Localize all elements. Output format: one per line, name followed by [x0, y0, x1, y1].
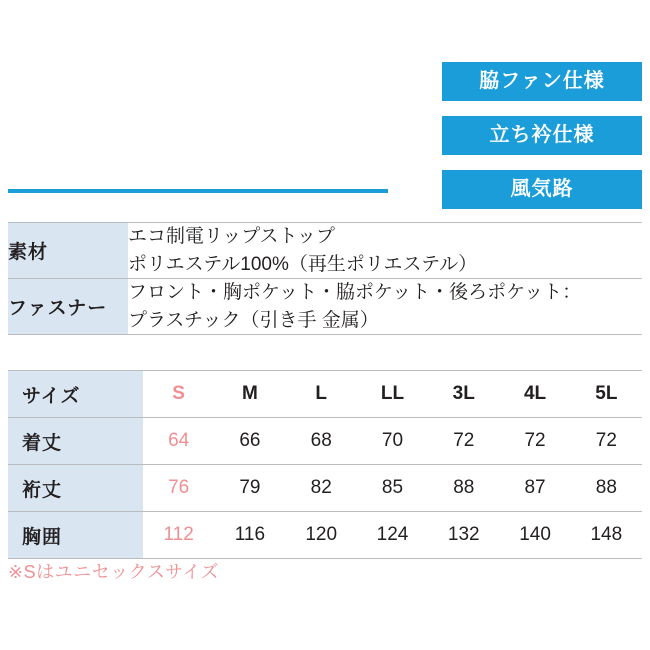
- spec-value-material: [128, 223, 642, 279]
- feature-badge-stand-collar: 立ち衿仕様: [442, 116, 642, 155]
- spec-value-material-line-1: エコ制電リップストップ: [128, 226, 335, 247]
- size-footnote: ※Sはユニセックスサイズ: [8, 562, 220, 582]
- body-length-ll: 70: [357, 418, 428, 465]
- spec-label-material: 素材: [8, 223, 128, 279]
- body-length-m: 66: [214, 418, 285, 465]
- chest-m: 116: [214, 512, 285, 559]
- spec-label-fastener: ファスナー: [8, 279, 128, 335]
- body-length-3l: 72: [428, 418, 499, 465]
- chest-s: 112: [143, 512, 214, 559]
- table-row-material: [8, 223, 642, 279]
- table-row-fastener: [8, 279, 642, 335]
- body-length-s: 64: [143, 418, 214, 465]
- sleeve-length-4l: 87: [499, 465, 570, 512]
- sleeve-length-ll: 85: [357, 465, 428, 512]
- size-column-header-s: S: [143, 371, 214, 418]
- chest-3l: 132: [428, 512, 499, 559]
- chest-l: 120: [286, 512, 357, 559]
- table-row-sleeve-length: [8, 465, 642, 512]
- feature-badge-side-fan: 脇ファン仕様: [442, 62, 642, 101]
- blue-divider-rule: [8, 189, 388, 193]
- table-row-chest: [8, 512, 642, 559]
- spec-value-material-line-2: ポリエステル100%（再生ポリエステル）: [128, 253, 478, 275]
- size-column-header-4l: 4L: [499, 371, 570, 418]
- table-row-body-length: [8, 418, 642, 465]
- spec-value-fastener-line-2: プラスチック（引き手 金属）: [128, 309, 379, 331]
- sleeve-length-m: 79: [214, 465, 285, 512]
- size-column-header-ll: LL: [357, 371, 428, 418]
- body-length-4l: 72: [499, 418, 570, 465]
- size-header-label: サイズ: [8, 371, 143, 418]
- feature-badge-air-path: 風気路: [442, 170, 642, 209]
- chest-ll: 124: [357, 512, 428, 559]
- size-row-label-chest: 胸囲: [8, 512, 143, 559]
- chest-4l: 140: [499, 512, 570, 559]
- spec-value-fastener-line-1: フロント・胸ポケット・脇ポケット・後ろポケット：: [128, 282, 582, 304]
- sleeve-length-5l: 88: [571, 465, 642, 512]
- size-column-header-3l: 3L: [428, 371, 499, 418]
- chest-5l: 148: [571, 512, 642, 559]
- spec-value-fastener: [128, 279, 642, 335]
- size-row-label-sleeve-length: 裄丈: [8, 465, 143, 512]
- sleeve-length-3l: 88: [428, 465, 499, 512]
- size-column-header-5l: 5L: [571, 371, 642, 418]
- body-length-5l: 72: [571, 418, 642, 465]
- sleeve-length-s: 76: [143, 465, 214, 512]
- size-chart-table: [8, 370, 642, 559]
- size-column-header-l: L: [286, 371, 357, 418]
- sleeve-length-l: 82: [286, 465, 357, 512]
- size-row-label-body-length: 着丈: [8, 418, 143, 465]
- specification-table: [8, 222, 642, 335]
- table-row-size-header: [8, 371, 642, 418]
- body-length-l: 68: [286, 418, 357, 465]
- feature-badge-list: [442, 62, 642, 209]
- size-column-header-m: M: [214, 371, 285, 418]
